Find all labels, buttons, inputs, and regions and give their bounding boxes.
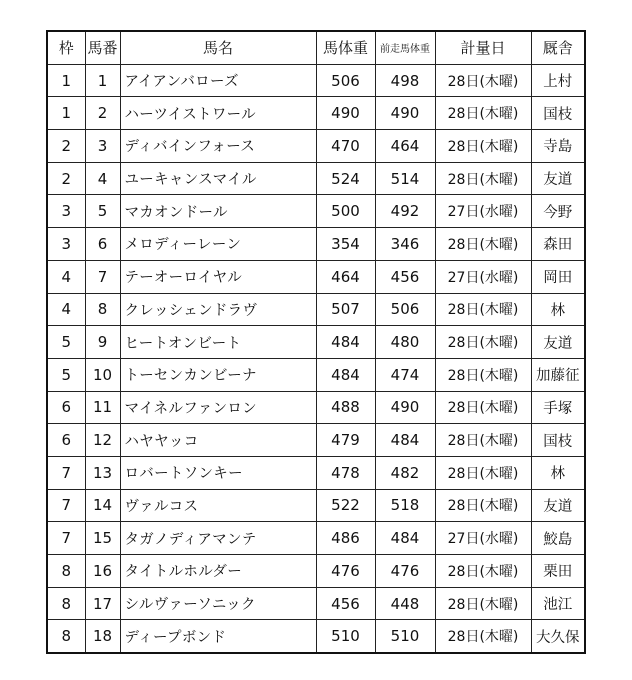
cell-waku: 7 — [47, 489, 85, 522]
table-row — [47, 489, 585, 522]
cell-stable: 加藤征 — [531, 358, 585, 391]
cell-stable: 友道 — [531, 326, 585, 359]
cell-stable: 友道 — [531, 489, 585, 522]
table-row — [47, 64, 585, 97]
table-row — [47, 195, 585, 228]
cell-horse-name: ヴァルコス — [120, 489, 316, 522]
table-row — [47, 228, 585, 261]
horse-weight-table — [46, 30, 586, 654]
cell-weigh-date: 28日(木曜) — [435, 391, 531, 424]
cell-umaban: 6 — [85, 228, 120, 261]
cell-horse-name: クレッシェンドラヴ — [120, 293, 316, 326]
cell-waku: 3 — [47, 228, 85, 261]
cell-umaban: 13 — [85, 456, 120, 489]
cell-weight: 476 — [316, 555, 375, 588]
cell-weight: 486 — [316, 522, 375, 555]
cell-stable: 友道 — [531, 162, 585, 195]
cell-weigh-date: 28日(木曜) — [435, 489, 531, 522]
cell-previous-weight: 510 — [375, 620, 435, 653]
cell-umaban: 15 — [85, 522, 120, 555]
cell-umaban: 2 — [85, 97, 120, 130]
cell-waku: 6 — [47, 391, 85, 424]
cell-previous-weight: 490 — [375, 97, 435, 130]
cell-previous-weight: 464 — [375, 130, 435, 163]
cell-stable: 林 — [531, 293, 585, 326]
cell-waku: 4 — [47, 293, 85, 326]
cell-waku: 3 — [47, 195, 85, 228]
cell-weight: 488 — [316, 391, 375, 424]
table-row — [47, 587, 585, 620]
table-row — [47, 522, 585, 555]
cell-stable: 岡田 — [531, 260, 585, 293]
cell-umaban: 3 — [85, 130, 120, 163]
cell-horse-name: タガノディアマンテ — [120, 522, 316, 555]
cell-waku: 8 — [47, 587, 85, 620]
cell-umaban: 7 — [85, 260, 120, 293]
header-weight: 馬体重 — [316, 31, 375, 64]
cell-weigh-date: 28日(木曜) — [435, 162, 531, 195]
cell-previous-weight: 490 — [375, 391, 435, 424]
table-row — [47, 162, 585, 195]
cell-stable: 栗田 — [531, 555, 585, 588]
cell-umaban: 14 — [85, 489, 120, 522]
table-row — [47, 555, 585, 588]
cell-weigh-date: 28日(木曜) — [435, 456, 531, 489]
cell-umaban: 1 — [85, 64, 120, 97]
cell-umaban: 5 — [85, 195, 120, 228]
cell-previous-weight: 492 — [375, 195, 435, 228]
cell-stable: 今野 — [531, 195, 585, 228]
cell-weigh-date: 28日(木曜) — [435, 620, 531, 653]
cell-previous-weight: 480 — [375, 326, 435, 359]
cell-weight: 484 — [316, 358, 375, 391]
cell-previous-weight: 482 — [375, 456, 435, 489]
table-row — [47, 293, 585, 326]
cell-horse-name: タイトルホルダー — [120, 555, 316, 588]
cell-waku: 4 — [47, 260, 85, 293]
table-row — [47, 260, 585, 293]
cell-horse-name: メロディーレーン — [120, 228, 316, 261]
cell-stable: 手塚 — [531, 391, 585, 424]
cell-previous-weight: 518 — [375, 489, 435, 522]
cell-weigh-date: 28日(木曜) — [435, 228, 531, 261]
cell-weight: 354 — [316, 228, 375, 261]
header-stable: 厩舎 — [531, 31, 585, 64]
cell-previous-weight: 514 — [375, 162, 435, 195]
header-row — [47, 31, 585, 64]
cell-umaban: 9 — [85, 326, 120, 359]
cell-stable: 鮫島 — [531, 522, 585, 555]
cell-weight: 500 — [316, 195, 375, 228]
cell-stable: 国枝 — [531, 424, 585, 457]
cell-horse-name: ハーツイストワール — [120, 97, 316, 130]
cell-stable: 林 — [531, 456, 585, 489]
cell-waku: 8 — [47, 620, 85, 653]
cell-horse-name: シルヴァーソニック — [120, 587, 316, 620]
cell-umaban: 12 — [85, 424, 120, 457]
cell-horse-name: ヒートオンビート — [120, 326, 316, 359]
cell-waku: 5 — [47, 326, 85, 359]
table-row — [47, 620, 585, 653]
cell-weigh-date: 28日(木曜) — [435, 293, 531, 326]
cell-stable: 池江 — [531, 587, 585, 620]
cell-weight: 506 — [316, 64, 375, 97]
cell-horse-name: ディバインフォース — [120, 130, 316, 163]
cell-umaban: 16 — [85, 555, 120, 588]
cell-weight: 470 — [316, 130, 375, 163]
cell-stable: 大久保 — [531, 620, 585, 653]
cell-weigh-date: 28日(木曜) — [435, 555, 531, 588]
cell-umaban: 10 — [85, 358, 120, 391]
cell-weight: 490 — [316, 97, 375, 130]
cell-weigh-date: 28日(木曜) — [435, 97, 531, 130]
cell-umaban: 17 — [85, 587, 120, 620]
cell-stable: 寺島 — [531, 130, 585, 163]
cell-horse-name: トーセンカンビーナ — [120, 358, 316, 391]
cell-previous-weight: 346 — [375, 228, 435, 261]
cell-waku: 2 — [47, 162, 85, 195]
cell-horse-name: テーオーロイヤル — [120, 260, 316, 293]
cell-horse-name: ディープボンド — [120, 620, 316, 653]
cell-stable: 上村 — [531, 64, 585, 97]
cell-weigh-date: 27日(水曜) — [435, 260, 531, 293]
cell-waku: 1 — [47, 97, 85, 130]
cell-horse-name: ロバートソンキー — [120, 456, 316, 489]
table-row — [47, 326, 585, 359]
table-row — [47, 97, 585, 130]
cell-weigh-date: 28日(木曜) — [435, 358, 531, 391]
cell-horse-name: アイアンバローズ — [120, 64, 316, 97]
cell-umaban: 8 — [85, 293, 120, 326]
cell-umaban: 4 — [85, 162, 120, 195]
header-horse-name: 馬名 — [120, 31, 316, 64]
cell-weight: 510 — [316, 620, 375, 653]
cell-waku: 7 — [47, 456, 85, 489]
cell-weigh-date: 27日(水曜) — [435, 522, 531, 555]
cell-horse-name: マイネルファンロン — [120, 391, 316, 424]
cell-previous-weight: 456 — [375, 260, 435, 293]
cell-waku: 5 — [47, 358, 85, 391]
header-waku: 枠 — [47, 31, 85, 64]
cell-weigh-date: 28日(木曜) — [435, 587, 531, 620]
table-row — [47, 456, 585, 489]
cell-waku: 2 — [47, 130, 85, 163]
cell-previous-weight: 448 — [375, 587, 435, 620]
table-row — [47, 391, 585, 424]
cell-weigh-date: 28日(木曜) — [435, 130, 531, 163]
cell-umaban: 18 — [85, 620, 120, 653]
table-row — [47, 424, 585, 457]
cell-weight: 484 — [316, 326, 375, 359]
cell-previous-weight: 484 — [375, 424, 435, 457]
cell-weight: 524 — [316, 162, 375, 195]
cell-waku: 6 — [47, 424, 85, 457]
cell-waku: 8 — [47, 555, 85, 588]
cell-weigh-date: 28日(木曜) — [435, 326, 531, 359]
cell-previous-weight: 506 — [375, 293, 435, 326]
header-weigh-date: 計量日 — [435, 31, 531, 64]
cell-previous-weight: 474 — [375, 358, 435, 391]
table-row — [47, 130, 585, 163]
cell-weigh-date: 27日(水曜) — [435, 195, 531, 228]
cell-previous-weight: 476 — [375, 555, 435, 588]
cell-previous-weight: 498 — [375, 64, 435, 97]
cell-horse-name: マカオンドール — [120, 195, 316, 228]
cell-weight: 522 — [316, 489, 375, 522]
cell-weight: 478 — [316, 456, 375, 489]
cell-weight: 456 — [316, 587, 375, 620]
cell-umaban: 11 — [85, 391, 120, 424]
cell-waku: 1 — [47, 64, 85, 97]
cell-weight: 464 — [316, 260, 375, 293]
cell-weight: 479 — [316, 424, 375, 457]
header-previous-weight: 前走馬体重 — [375, 31, 435, 64]
cell-weigh-date: 28日(木曜) — [435, 424, 531, 457]
cell-waku: 7 — [47, 522, 85, 555]
cell-stable: 国枝 — [531, 97, 585, 130]
cell-weight: 507 — [316, 293, 375, 326]
cell-horse-name: ユーキャンスマイル — [120, 162, 316, 195]
cell-stable: 森田 — [531, 228, 585, 261]
cell-horse-name: ハヤヤッコ — [120, 424, 316, 457]
table-row — [47, 358, 585, 391]
cell-weigh-date: 28日(木曜) — [435, 64, 531, 97]
cell-previous-weight: 484 — [375, 522, 435, 555]
table-body — [47, 64, 585, 653]
header-umaban: 馬番 — [85, 31, 120, 64]
